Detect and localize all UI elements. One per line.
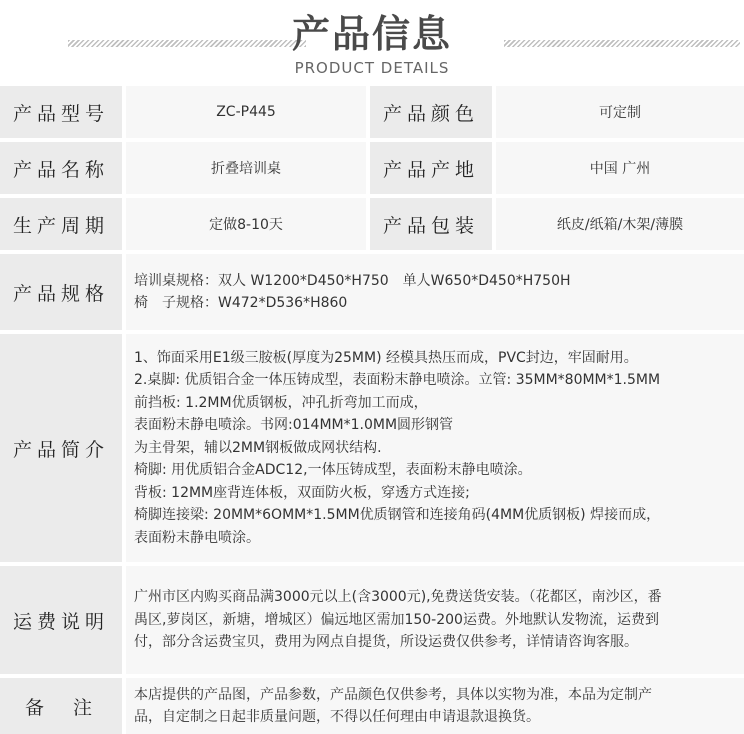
value-intro xyxy=(126,334,744,562)
intro-line: 椅脚: 用优质铝合金ADC12,一体压铸成型，表面粉末静电喷涂。 xyxy=(134,462,532,479)
intro-line: 背板: 12MM座背连体板，双面防火板，穿透方式连接; xyxy=(134,484,470,501)
intro-line: 为主骨架，辅以2MM钢板做成网状结构. xyxy=(134,439,382,456)
label-spec: 产品规格 xyxy=(0,254,126,330)
shipping-line: 禺区,萝岗区，新塘，增城区）偏远地区需加150-200运费。外地默认发物流，运费到 xyxy=(134,611,659,628)
value-shipping xyxy=(126,566,744,674)
shipping-line: 付，部分含运费宝贝，费用为网点自提货，所设运费仅供参考，详情请咨询客服。 xyxy=(134,634,638,651)
row-name-origin xyxy=(0,142,744,198)
value-name: 折叠培训桌 xyxy=(126,142,370,194)
spec-line: 椅 子规格：W472*D536*H860 xyxy=(134,295,348,311)
page-title: 产品信息 xyxy=(291,12,452,56)
intro-line: 2.桌脚: 优质铝合金一体压铸成型，表面粉末静电喷涂。立管: 35MM*80MM*1.5MM xyxy=(134,372,661,389)
intro-line: 表面粉末静电喷涂。 xyxy=(134,529,260,546)
row-shipping xyxy=(0,566,744,678)
page-subtitle: PRODUCT DETAILS xyxy=(294,59,450,77)
row-intro xyxy=(0,334,744,566)
value-color: 可定制 xyxy=(496,86,744,138)
label-cycle: 生产周期 xyxy=(0,198,126,250)
spec-line: 培训桌规格：双人 W1200*D450*H750 单人W650*D450*H750H xyxy=(134,272,571,289)
value-cycle: 定做8-10天 xyxy=(126,198,370,250)
value-model: ZC-P445 xyxy=(126,86,370,138)
label-color: 产品颜色 xyxy=(370,86,496,138)
row-model-color xyxy=(0,86,744,142)
product-spec-table xyxy=(0,86,744,734)
label-model: 产品型号 xyxy=(0,86,126,138)
label-notes: 备 注 xyxy=(0,678,126,734)
value-package: 纸皮/纸箱/木架/薄膜 xyxy=(496,198,744,250)
page-header xyxy=(0,0,744,86)
label-shipping: 运费说明 xyxy=(0,566,126,674)
label-package: 产品包装 xyxy=(370,198,496,250)
intro-line: 椅脚连接梁: 20MM*6OMM*1.5MM优质钢管和连接角码(4MM优质钢板) 焊接而成， xyxy=(134,507,661,524)
intro-line: 表面粉末静电喷涂。书网:014MM*1.0MM圆形钢管 xyxy=(134,417,454,434)
row-cycle-package xyxy=(0,198,744,254)
row-notes xyxy=(0,678,744,734)
value-spec xyxy=(126,254,744,330)
intro-line: 1、饰面采用E1级三胺板(厚度为25MM) 经模具热压而成，PVC封边，牢固耐用。 xyxy=(134,349,638,366)
label-name: 产品名称 xyxy=(0,142,126,194)
shipping-line: 广州市区内购买商品满3000元以上(含3000元),免费送货安装。（花都区，南沙区，番 xyxy=(134,589,662,606)
value-notes xyxy=(126,678,744,734)
label-intro: 产品简介 xyxy=(0,334,126,562)
intro-line: 前挡板: 1.2MM优质钢板，冲孔折弯加工而成， xyxy=(134,394,428,411)
value-origin: 中国 广州 xyxy=(496,142,744,194)
label-origin: 产品产地 xyxy=(370,142,496,194)
notes-line: 本店提供的产品图，产品参数，产品颜色仅供参考，具体以实物为准，本品为定制产 xyxy=(134,686,652,703)
notes-line: 品，自定制之日起非质量问题，不得以任何理由申请退款退换货。 xyxy=(134,709,540,725)
row-spec xyxy=(0,254,744,334)
